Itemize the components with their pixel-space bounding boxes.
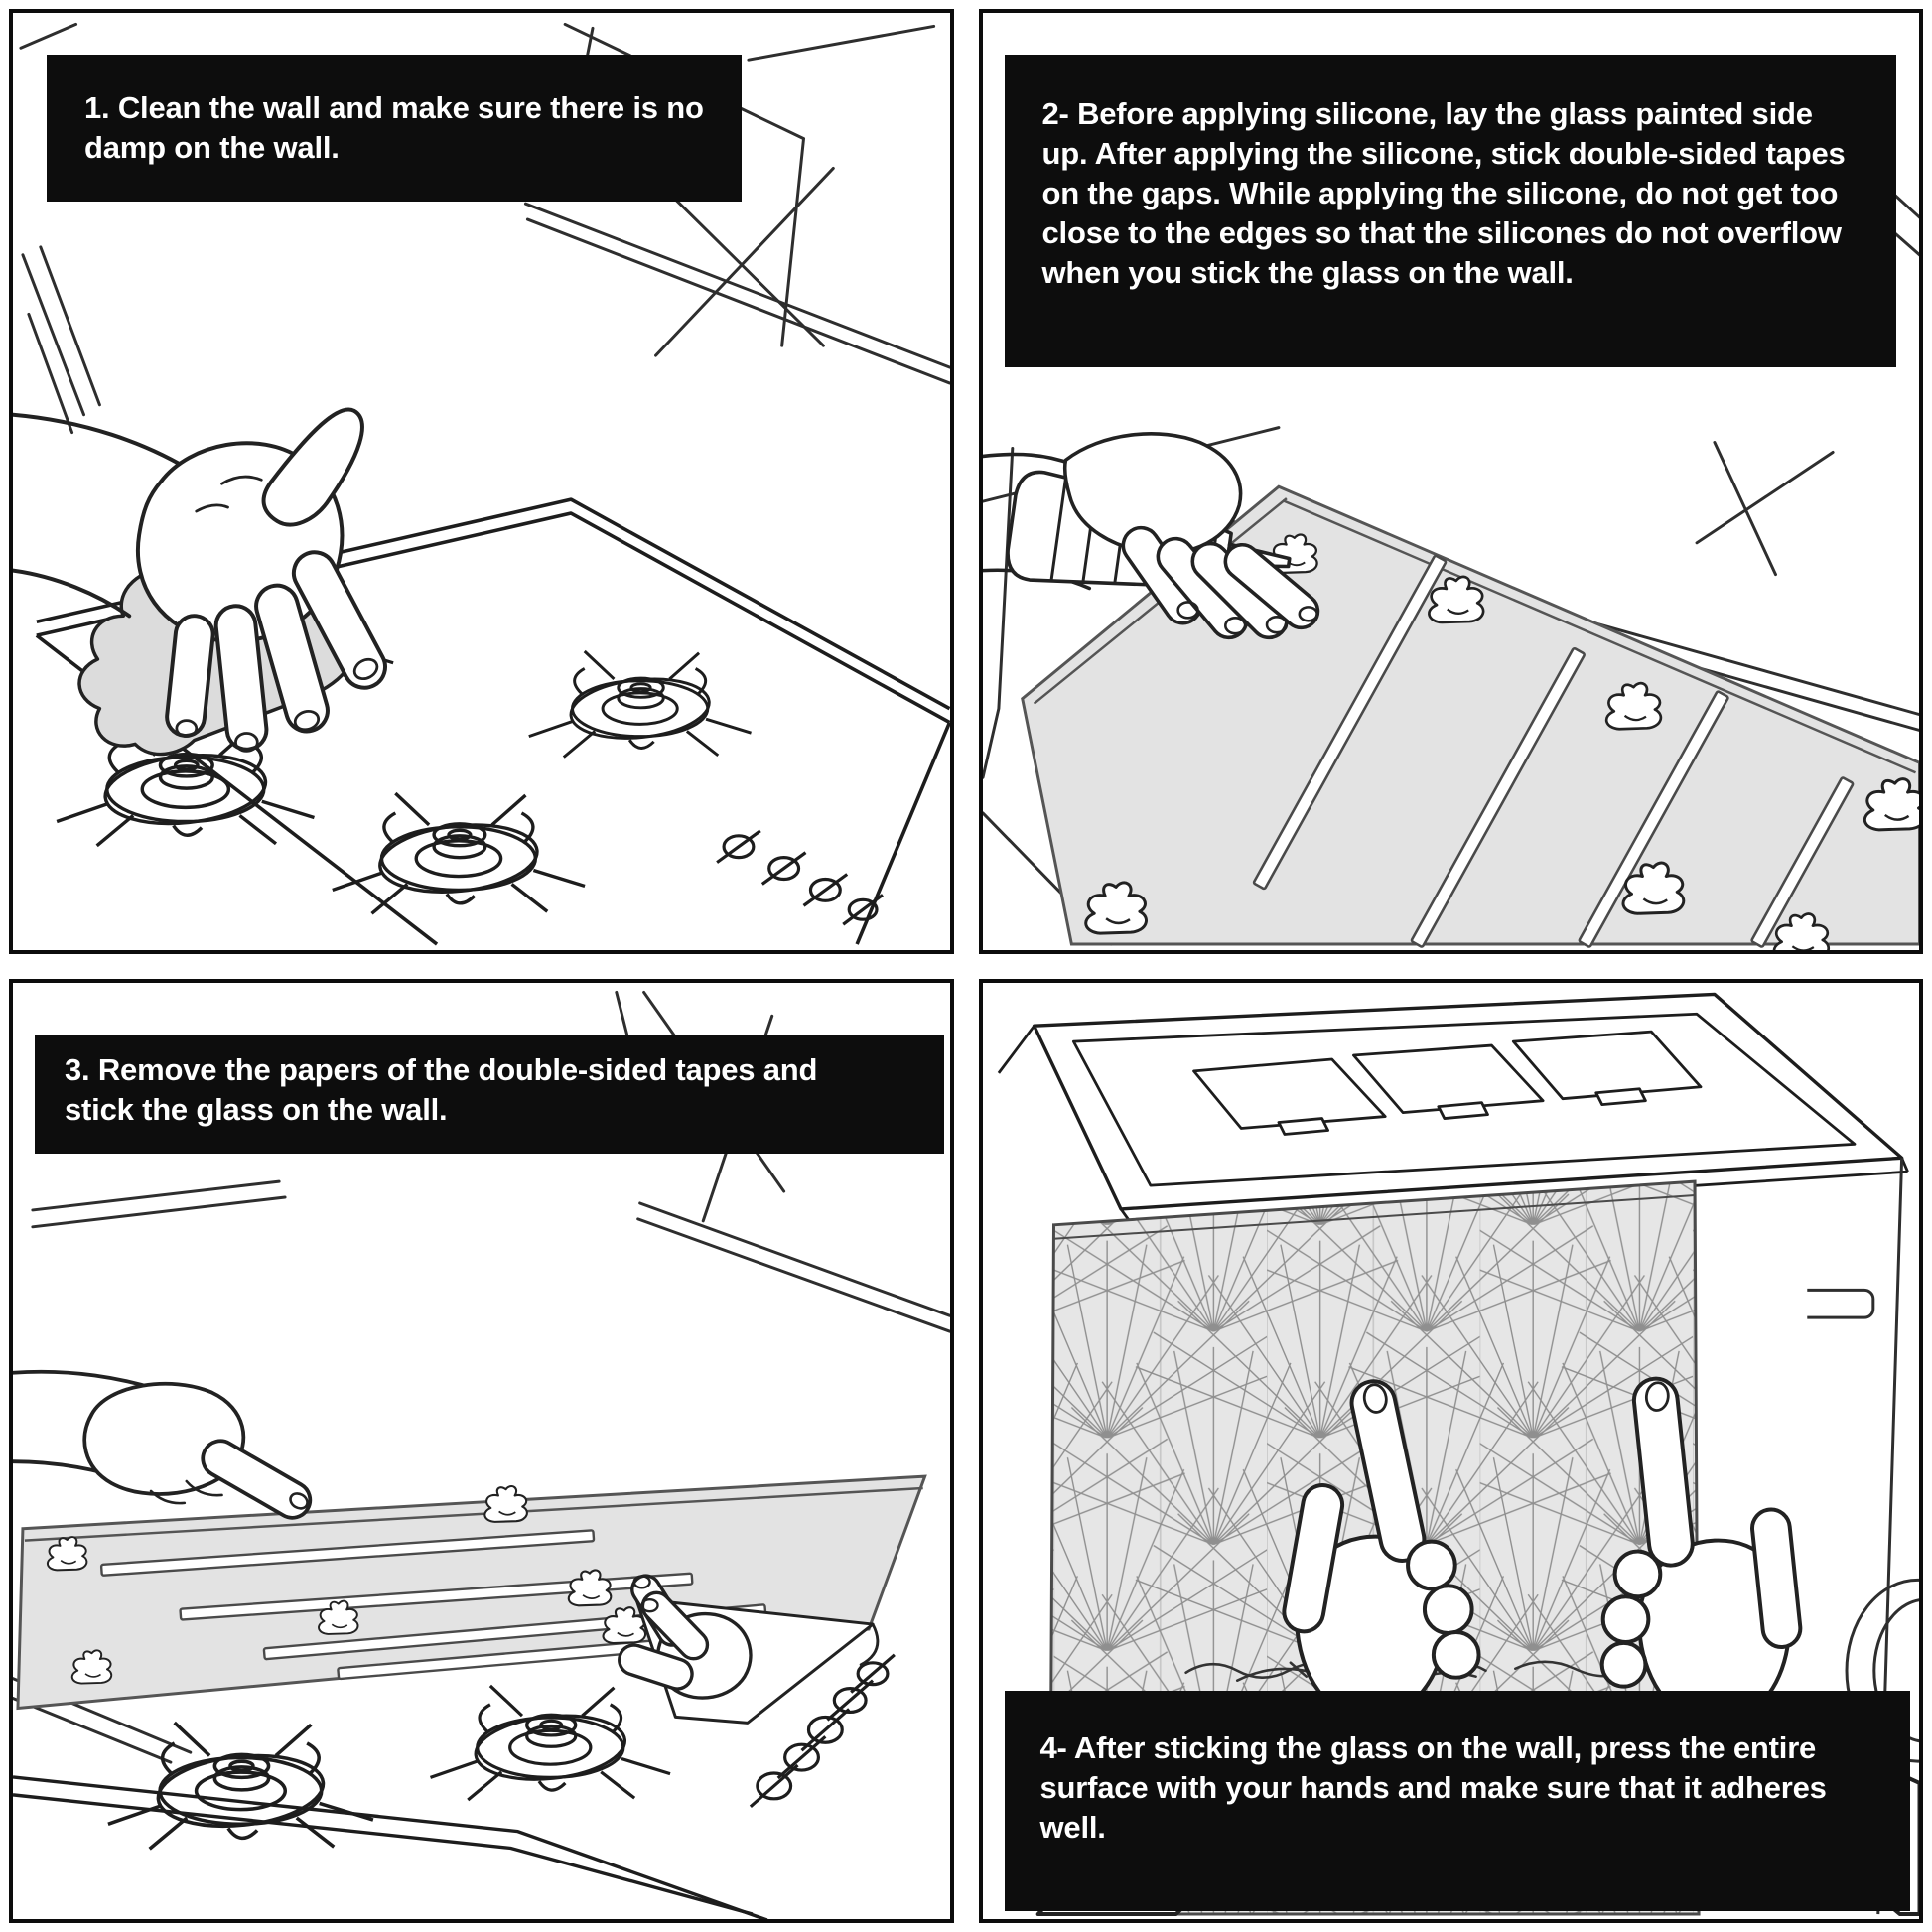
panel-step-3: [9, 979, 954, 1924]
step-3-caption: 3. Remove the papers of the double-sided tapes and stick the glass on the wall.: [35, 1035, 944, 1154]
step-4-caption: 4- After sticking the glass on the wall, press the entire surface with your hands and make sure that it adheres well.: [1005, 1691, 1910, 1911]
panel-step-2: [979, 9, 1924, 954]
gas-burners: [108, 1685, 670, 1848]
holding-hand: [13, 1371, 317, 1524]
cabinet-handle: [1807, 1290, 1873, 1317]
cooktop-front-edge: [13, 1776, 767, 1919]
control-knobs: [717, 831, 883, 924]
step-2-caption: 2- Before applying silicone, lay the glass painted side up. After applying the silicone, stick double-sided tapes on the gaps. While applying the silicone, do not get too close to the edges so that the silicones do not overflow when you stick the glass on the wall.: [1005, 55, 1896, 367]
range-hood: [998, 994, 1907, 1222]
panel-step-4: [979, 979, 1924, 1924]
step-1-caption: 1. Clean the wall and make sure there is no damp on the wall.: [47, 55, 742, 202]
panel-step-1: [9, 9, 954, 954]
wiping-hand: [13, 409, 392, 751]
